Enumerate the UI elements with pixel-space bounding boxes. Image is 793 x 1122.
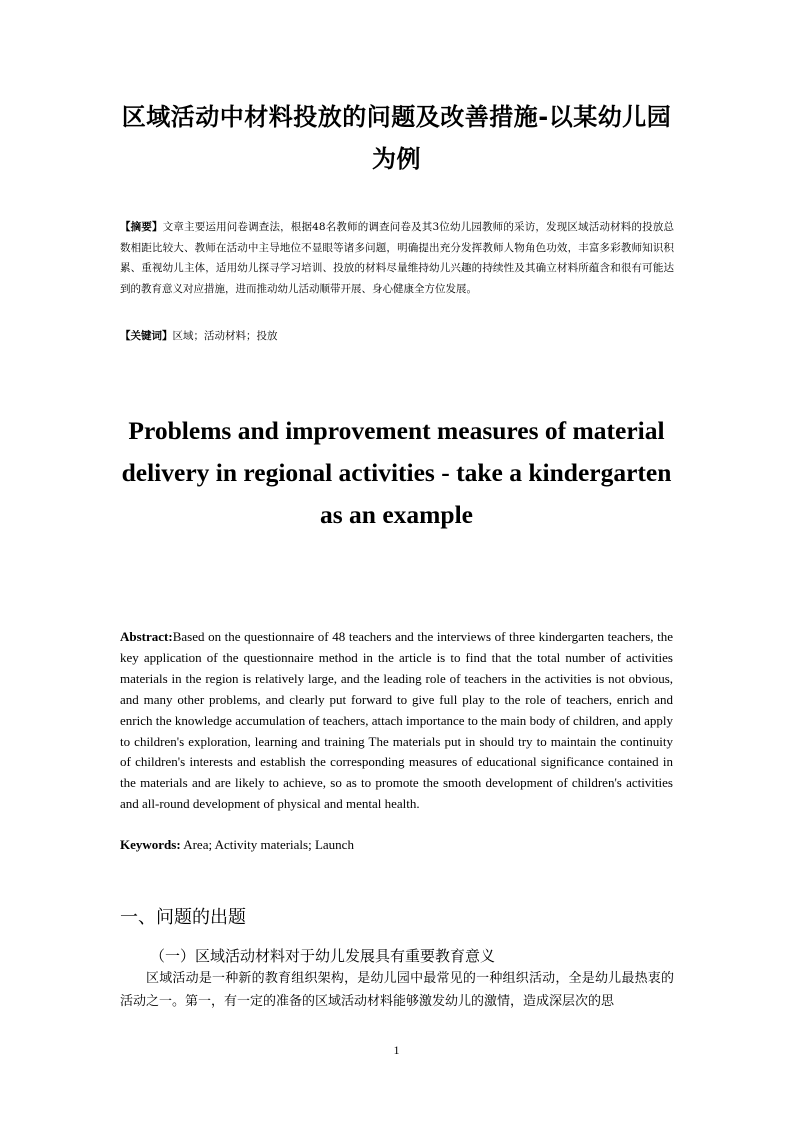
page-number: 1 — [393, 1043, 400, 1057]
english-abstract-text: Based on the questionnaire of 48 teachers and the interviews of three kindergarten teachers, the key application of the questionnaire method in the article is to find that the total number of activities materials in the region is relatively large, and the leading role of teachers in the activities is not obvious, and many other problems, and clearly put forward to give full play to the role of teachers, enrich and enrich the knowledge accumulation of teachers, attach importance to the main body of children, and apply to children's exploration, learning and training The materials put in should try to maintain the continuity of children's interests and establish the corresponding measures of educational significance contained in the materials and are likely to achieve, so as to promote the smooth development of children's activities and all-round development of physical and mental health. — [120, 629, 673, 812]
chinese-abstract-label: 【摘要】 — [120, 221, 163, 233]
english-abstract-label: Abstract: — [120, 629, 173, 644]
english-abstract — [120, 627, 673, 815]
section-heading: 一、问题的出题 — [120, 907, 246, 928]
chinese-keywords — [120, 326, 674, 346]
english-keywords — [120, 834, 673, 855]
english-keywords-label: Keywords: — [120, 837, 181, 852]
chinese-abstract — [120, 217, 674, 299]
english-keywords-text: Area; Activity materials; Launch — [180, 837, 354, 852]
subsection-heading: （一）区域活动材料对于幼儿发展具有重要教育意义 — [150, 947, 496, 965]
chinese-title: 区域活动中材料投放的问题及改善措施-以某幼儿园为例 — [121, 103, 672, 173]
chinese-keywords-label: 【关键词】 — [120, 330, 173, 342]
chinese-keywords-text: 区域；活动材料；投放 — [172, 330, 278, 342]
english-title: Problems and improvement measures of material delivery in regional activities - take a kindergarten as an example — [121, 416, 672, 529]
body-paragraph: 区域活动是一种新的教育组织架构，是幼儿园中最常见的一种组织活动，全是幼儿最热衷的活动之一。第一，有一定的准备的区域活动材料能够激发幼儿的激情，造成深层次的思 — [120, 971, 674, 1009]
chinese-abstract-text: 文章主要运用问卷调查法，根据48名教师的调查问卷及其3位幼儿园教师的采访，发现区域活动材料的投放总数相距比较大、教师在活动中主导地位不显眼等诸多问题，明确提出充分发挥教师人物角色功效，丰富多彩教师知识积累、重视幼儿主体，适用幼儿探寻学习培训、投放的材料尽量维持幼儿兴趣的持续性及其确立材料所蕴含和很有可能达到的教育意义对应措施，进而推动幼儿活动顺带开展、身心健康全方位发展。 — [120, 221, 674, 295]
